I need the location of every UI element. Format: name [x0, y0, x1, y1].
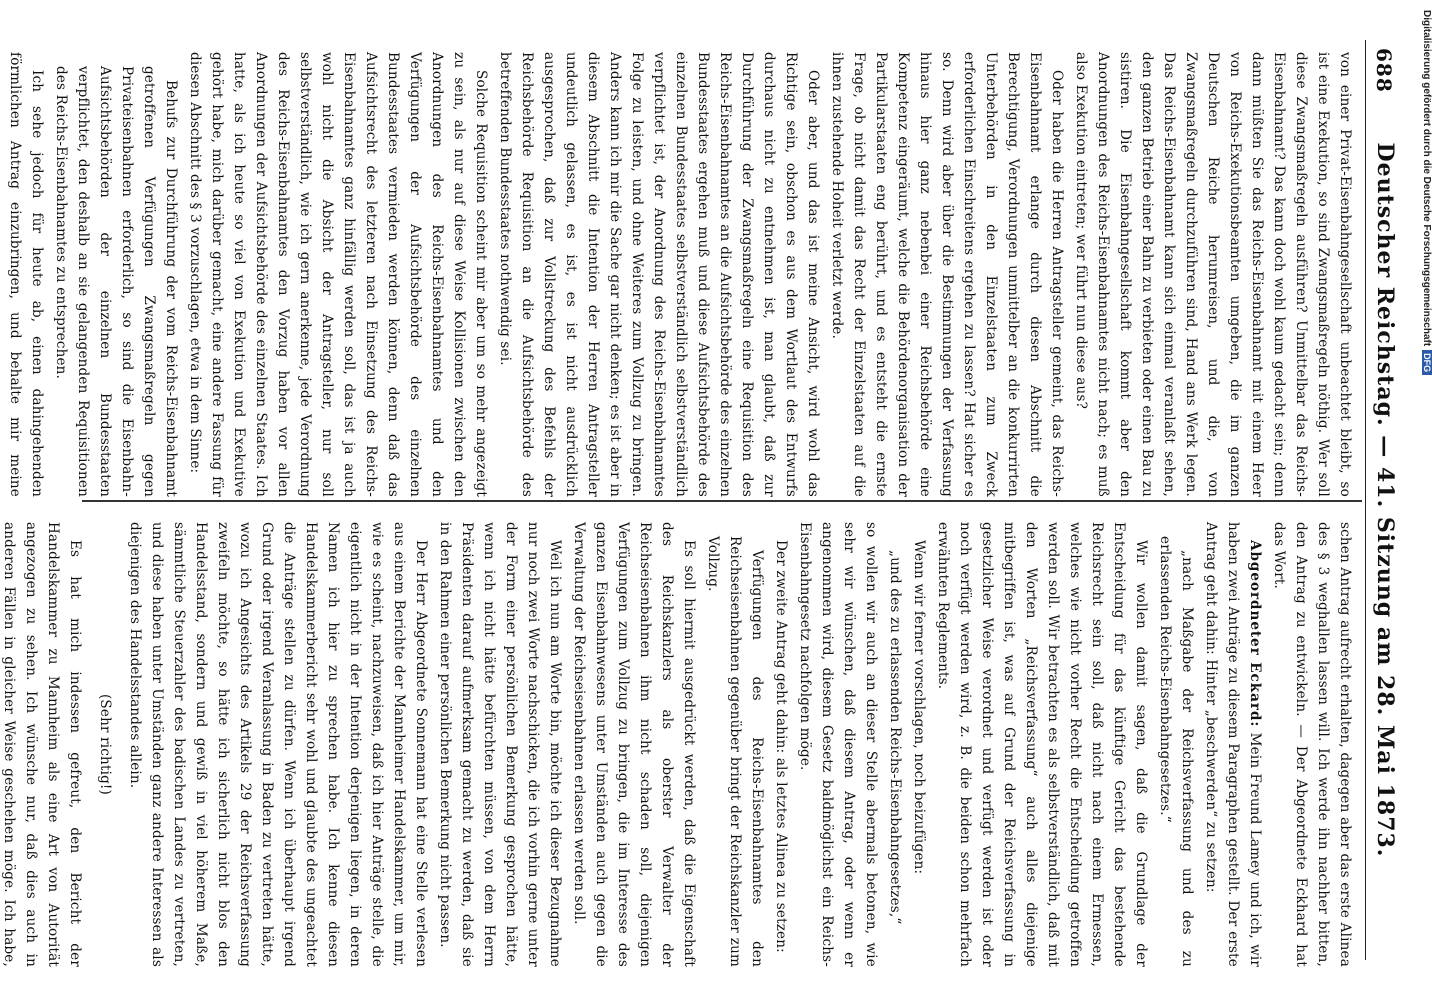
page-header [1365, 40, 1400, 960]
paragraph [932, 522, 1152, 967]
paragraph [826, 52, 1068, 497]
column-divider [82, 500, 1362, 502]
paragraph [184, 52, 492, 497]
paragraph-text: Oder haben die Herren Antragsteller gemeint, das Reichs-Eisenbahnamt erlange durch diesen Abschnitt die Berechtigung, Verordnungen unmittelber an die konkurrirten Unterbehörden in den Einzelstaaten zum Zweck erforderlichen Einschreitens ergehen zu lassen? Hat sicher es so. Denn wird aber über die Bestimmungen der Verfassung hinaus hier ganz nebenbei einer Reichsbehörde eine Kompetenz eingeräumt, welche die Behördenorganisation der Partikularstaaten eng berührt, und es entsteht die ernste Frage, ob nicht damit das Recht der Einzelstaaten auf die ihnen zustehende Hoheit verletzt werde. [829, 52, 1065, 497]
paragraph-text: Ich sehe jedoch für heute ab, einen dahingehenden förmlichen Antrag einzubringen, und behalte mir meine [7, 52, 45, 497]
paragraph-text: so wollen wir auch an dieser Stelle abermals betonen, wie sehr wir wünschen, daß diesem Antrag, oder wenn er angenommen wird, diesem Gesetz baldmöglichst ein Reichs-Eisenbahngesetz nachfolgen möge. [797, 522, 879, 967]
speaker-name: Abgeordneter Eckard: [1247, 540, 1263, 728]
paragraph [434, 522, 566, 967]
paragraph-text: Es soll hiermit ausgedrückt werden, daß die Eigenschaft des Reichskanzlers als oberster Verwalter der Reichseisenbahnen ihm nicht schaden soll, diejenigen Verfügungen zum Vollzug zu bringen, die im Interesse des ganzen Eisenbahnwesens unter Umständen auch gegen die Verwaltung der Reichseisenbahnen erlassen werden soll. [571, 522, 697, 967]
paragraph-text: von einer Privat-Eisenbahngesellschaft unbeachtet bleibt, so ist eine Exekution, so sind Zwangsmaßregeln nöthig. Wer soll diese Zwangsmaßregeln ausführen? Unmittelbar das Reichs-Eisenbahnamt? Das kann doch wohl kaum gedacht sein; denn dann müßten Sie das Reichs-Eisenbahnamt mit einem Heer von Reichs-Exekutionsbeamten umgeben, die im ganzen Deutschen Reiche herumreisen, und die, von Zwangsmaßregeln durchzuführen sind, Hand ans Werk legen. Das Reichs-Eisenbahnamt kann sich einmal veranlaßt sehen, den ganzen Betrieb einer Bahn zu verbieten oder einen Bau zu sistiren. Die Eisenbahngesellschaft kommt aber den Anordnungen des Reichs-Eisenbahnamtes nicht nach; es muß also Exekution eintreten; wer führt nun diese aus? [1073, 52, 1353, 497]
right-column [1, 522, 1356, 967]
paragraph [0, 522, 86, 967]
paragraph-text: Es hat mich indessen gefreut, den Bericht der Handelskammer zu Mannheim als eine Art von Autorität angezogen zu sehen. Ich wünsche nur, daß dies auch in anderen Fällen in gleicher Weise geschehen möge. Ich habe, [1, 522, 83, 967]
paragraph-text: Verfügungen des Reichs-Eisenbahnamtes den Reichseisenbahnen gegenüber bringt der Reichskanzler zum Vollzug. [705, 536, 765, 967]
paragraph [494, 52, 824, 497]
paragraph-text: Behufs zur Durchführung der vom Reichs-Eisenbahnamt getroffenen Verfügungen Zwangsmaßregeln gegen Privateisenbahnen erforderlich, so sind die Eisenbahn-Aufsichtsbehörden der einzelnen Bundesstaaten verpflichtet, den deshalb an sie gelangenden Requisitionen des Reichs-Eisenbahnamtes zu entsprechen. [53, 66, 179, 497]
paragraph [0, 52, 48, 497]
paragraph [124, 522, 432, 967]
paragraph [1070, 52, 1356, 497]
dfg-logo: DFG [1422, 350, 1432, 375]
paragraph [702, 522, 768, 967]
paragraph-text: Solche Requisition scheint mir aber um so mehr angezeigt zu sein, als nur auf diese Weise Kollisionen zwischen den Anordnungen des Reichs-Eisenbahnamtes und den Verfügungen der Aufsichtsbehörde des einzelnen Bundesstaates vermieden werden können, denn daß das Aufsichtsrecht des letzteren nach Einsetzung des Reichs-Eisenbahnamtes ganz hinfällig werden soll, das ist ja auch wohl nicht die Absicht der Antragsteller, nur soll selbstverständlich, wie ich gern anerkenne, jede Verordnung des Reichs-Eisenbahnamtes den Vorzug haben vor allen Anordnungen der Aufsichtsbehörde des einzelnen Staates. Ich hatte, als ich heute so viel von Exekution und Exekutive gehört habe, mich darüber gemacht, eine andere Fassung für diesen Abschnitt des § 3 vorzuschlagen, etwa in dem Sinne: [187, 52, 489, 497]
paragraph-text: Oder aber, und das ist meine Ansicht, wird wohl das Richtige sein, obschon es aus dem Wortlaut des Entwurfs durchaus nicht zu entnehmen ist, man glaubt, daß zur Durchführung der Zwangsmaßregeln eine Requisition des Reichs-Eisenbahnamtes an die Aufsichtsbehörde des einzelnen Bundesstaates ergehen muß und diese Aufsichtsbehörde des einzelnen Bundesstaates selbstverständlich selbstverständlich verpflichtet ist, der Anordnung des Reichs-Eisenbahnamtes Folge zu leisten, und ohne Weiteres zum Vollzug zu bringen. Anders kann ich mir die Sache gar nicht denken; es ist aber in diesem Abschnitt die Intention der Herren Antragsteller undeutlich gelassen, es ist, es ist nicht ausdrücklich ausgesprochen, daß zur Vollstreckung des Befehls der Reichsbehörde Requisition an die Aufsichtsbehörde des betreffenden Bundesstaates nothwendig sei. [497, 52, 821, 497]
paragraph [908, 522, 930, 967]
paragraph-text: „nach Maßgabe der Reichsverfassung und des zu erlassenden Reichs-Eisenbahngesetzes.“ [1157, 536, 1195, 967]
paragraph-text: Der Herr Abgeordnete Sonnemann hat eine Stelle verlesen aus einem Berichte der Mannheimer Handelskammer, um mir, wie es scheint, nachzuweisen, daß ich hier Anträge stelle, die eigentlich nicht in der Intention derjenigen liegen, in deren Namen ich hier zu sprechen habe. Ich kenne diesen Handelskammerbericht sehr wohl und glaubte des ungeachtet die Anträge stellen zu dürfen. Wenn ich überhaupt irgend Grund oder irgend Veranlassung in Baden zu vertreten hätte, wozu ich Angesichts des Artikels 29 der Reichsverfassung zweifeln möchte, so hätte ich sicherlich nicht blos den Handelsstand, sondern und gewiß in viel höherem Maße, sämmtliche Steuerzahler des badischen Landes zu vertreten, und diese haben unter Umständen ganz andere Interessen als diejenigen des Handelsstandes allein. [127, 522, 429, 967]
paragraph-text: schen Antrag aufrecht erhalten, dagegen aber das erste Alinea des § 3 weghallen lassen will. Ich werde ihn nachher bitten, den Antrag zu entwickeln. — Der Abgeordnete Eckhard hat das Wort. [1271, 522, 1353, 967]
paragraph-text: Weil ich nun am Worte bin, möchte ich dieser Bezugnahme nur noch zwei Worte nachschicken, die ich vorhin gerne unter der Form einer persönlichen Bemerkung gesprochen hätte, wenn ich nicht hätte befürchten müssen, von dem Herrn Präsidenten darauf aufmerksam gemacht zu werden, daß sie in den Rahmen einer persönlichen Bemerkung nicht passen. [437, 522, 563, 967]
paragraph-text: Wir wollen damit sagen, daß die Grundlage der Entscheidung für das künftige Gericht das bestehende Reichsrecht sein soll, daß nicht nach einem Ermessen, welches wie nicht vorher Recht die Entscheidung getroffen werden soll. Wir betrachten es als selbstverständlich, daß mit den Worten „Reichsverfassung“ auch alles diejenige mitbegriffen ist, was auf Grund der Reichsverfassung in gesetzlicher Weise verordnet und verfügt werden ist oder noch verfügt werden wird, z. B. die beiden schon mehrfach erwähnten Reglements. [935, 522, 1149, 967]
left-column [7, 52, 1356, 497]
paragraph [94, 522, 116, 967]
paragraph [1200, 522, 1266, 967]
paragraph-text: Mein Freund Lamey und ich, wir haben zwei Anträge zu diesem Paragraphen gestellt. Der erste Antrag geht dahin: Hinter „beschwerden“ zu setzen: [1203, 522, 1263, 967]
paragraph-text: Der zweite Antrag geht dahin: als letztes Alinea zu setzen: [773, 540, 789, 953]
paragraph [50, 52, 182, 497]
paragraph [884, 522, 906, 967]
side-credit [1418, 10, 1432, 990]
page-title: Deutscher Reichstag. — 41. Sitzung am 28. Mai 1873. [1372, 142, 1398, 858]
page-number: 688 [1372, 48, 1396, 93]
credit-text: Digitalisierung gefördert durch die Deutsche Forschungsgemeinschaft [1421, 10, 1432, 347]
paragraph [770, 522, 792, 967]
paragraph-text: Wenn wir ferner vorschlagen, noch beizufügen: [911, 540, 927, 875]
paragraph-text: „und des zu erlassenden Reichs-Eisenbahngesetzes,“ [887, 550, 903, 925]
paragraph [794, 522, 882, 967]
paragraph [1154, 522, 1198, 967]
paragraph-text: (Sehr richtig!) [97, 693, 113, 796]
paragraph [1268, 522, 1356, 967]
paragraph [568, 522, 700, 967]
